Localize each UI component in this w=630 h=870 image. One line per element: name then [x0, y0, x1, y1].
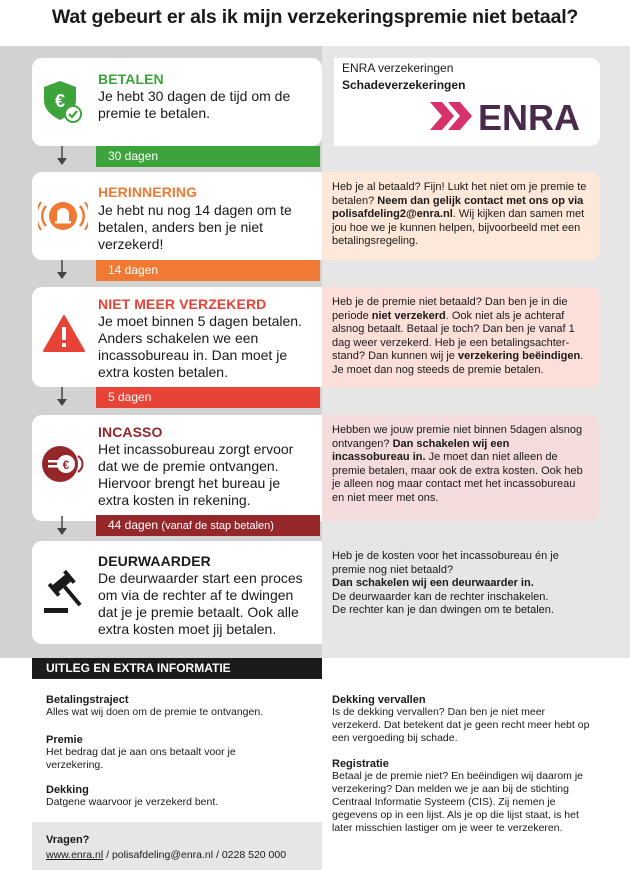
- step-body: Je hebt nu nog 14 dagen om te betalen, anders ben je niet verzekerd!: [98, 202, 292, 252]
- extra-info-header: UITLEG EN EXTRA INFORMATIE: [32, 658, 322, 679]
- step-explanation: Heb je al betaald? Fijn! Lukt het niet om je premie te betalen? Neem dan gelijk contact met ons op via polisafdeling2@enra.nl. Wij kijken dan samen met jou hoe we je kunnen helpen, bijvoorbeeld met een betalingsregeling.: [322, 172, 600, 260]
- enra-logo: [428, 96, 598, 136]
- step-heading: DEURWAARDER: [98, 553, 211, 569]
- step-duration-bar: 30 dagen: [96, 146, 320, 167]
- definition-item: Dekking Datgene waarvoor je verzekerd bent.: [46, 784, 219, 808]
- step-heading: BETALEN: [98, 71, 164, 87]
- definition-item: Betalingstraject Alles wat wij doen om de premie te ontvangen.: [46, 694, 264, 718]
- page-title: Wat gebeurt er als ik mijn verzekeringspremie niet betaal?: [51, 6, 579, 28]
- ringing-bell-icon: [38, 192, 88, 240]
- down-arrow-icon: [54, 260, 70, 280]
- footer-question: Vragen?: [46, 834, 90, 846]
- step-duration-bar: 5 dagen: [96, 387, 320, 408]
- down-arrow-icon: [54, 146, 70, 166]
- step-body: Je hebt 30 dagen de tijd om de premie te betalen.: [98, 88, 291, 121]
- contact-footer: [32, 822, 322, 870]
- step-duration-bar: 44 dagen (vanaf de stap betalen): [96, 515, 320, 536]
- step-explanation: Heb je de kosten voor het incassobureau én je premie nog niet betaald? Dan schakelen wij een deurwaarder in. De deurwaarder kan de rechter inschakelen. De rechter kan je dan dwingen om te betalen.: [322, 541, 600, 644]
- definition-item: Dekking vervallen Is de dekking vervallen? Dan ben je niet meer verzekerd. Dat betekent dat je geen recht meer hebt op een vergoeding bij schade.: [332, 694, 590, 744]
- definition-item: Registratie Betaal je de premie niet? En beëindigen wij daarom je verzekering? Dan melden we je aan bij de stichting Centraal Informatie Systeem (CIS). Zij nemen je gegevens op in een lijst. Als je op die lijst staat, is het later misschien lastiger om je weer te verzekeren.: [332, 758, 583, 834]
- step-explanation: Heb je de premie niet betaald? Dan ben je in die periode niet verzekerd. Ook niet als je achteraf alsnog betaalt. Betaal je toch? Dan ben je vanaf 1 dag weer verzekerd. Heb je een betalingsachter-stand? Dan kunnen wij je verzekering beëindigen. Je moet dan nog steeds de premie betalen.: [322, 287, 600, 387]
- svg-text:€: €: [54, 91, 66, 111]
- euro-shield-check-icon: [40, 78, 88, 126]
- step-duration-bar: 14 dagen: [96, 260, 320, 281]
- warning-triangle-icon: [42, 314, 86, 354]
- enra-chevron-icon: [428, 96, 598, 136]
- company-division: Schadeverzekeringen: [342, 78, 466, 92]
- footer-contact: www.enra.nl / polisafdeling@enra.nl / 0228 520 000: [46, 849, 287, 861]
- step-body: De deurwaarder start een proces om via de rechter af te dwingen dat je je premie betaalt. Ook alle extra kosten moet jij betalen.: [98, 570, 303, 637]
- step-body: Het incassobureau zorgt ervoor dat we de premie ontvangen. Hiervoor brengt het bureau je extra kosten in rekening.: [98, 441, 294, 508]
- step-body: Je moet binnen 5 dagen betalen. Anders schakelen we een incassobureau in. Dan moet je extra kosten betalen.: [98, 313, 302, 380]
- down-arrow-icon: [54, 516, 70, 536]
- down-arrow-icon: [54, 387, 70, 407]
- definition-item: Premie Het bedrag dat je aan ons betaalt voor je verzekering.: [46, 734, 236, 771]
- step-heading: INCASSO: [98, 424, 163, 440]
- svg-text:€: €: [62, 458, 70, 472]
- euro-coins-icon: [40, 444, 88, 484]
- logo-text: ENRA: [478, 97, 581, 136]
- website-link[interactable]: www.enra.nl: [46, 849, 104, 861]
- step-explanation: Hebben we jouw premie niet binnen 5dagen alsnog ontvangen? Dan schakelen wij een incassobureau in. Je moet dan niet alleen de premie betalen, maar ook de extra kosten. Ook heb je alleen nog maar contact met het incassobureau en niet meer met ons.: [322, 415, 600, 521]
- step-heading: HERINNERING: [98, 184, 198, 200]
- step-heading: NIET MEER VERZEKERD: [98, 296, 267, 312]
- company-name: ENRA verzekeringen: [342, 61, 454, 75]
- gavel-icon: [40, 570, 88, 614]
